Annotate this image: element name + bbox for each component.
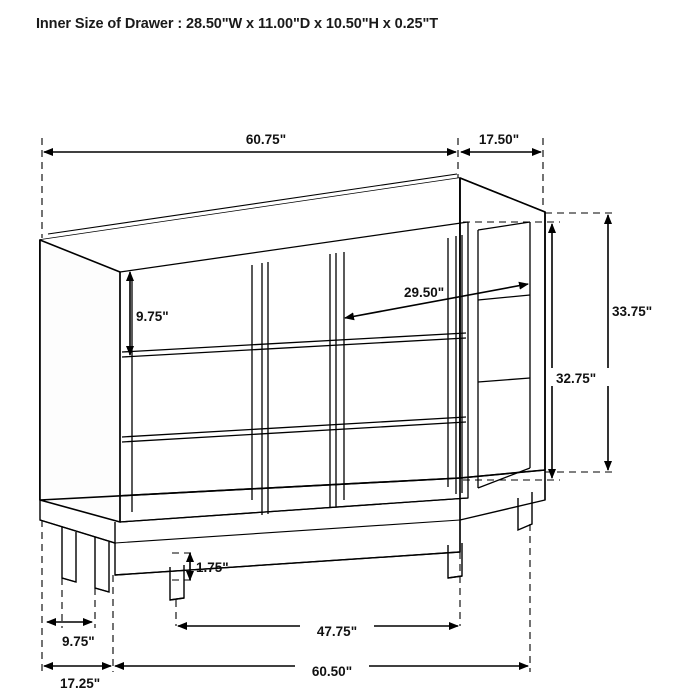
dim-label-top-width-front: 60.75"	[245, 132, 287, 147]
dim-label-top-width-side: 17.50"	[478, 132, 520, 147]
dim-label-base-width: 60.50"	[311, 664, 353, 679]
dim-label-base-depth: 17.25"	[60, 676, 101, 691]
dim-label-overall-height: 33.75"	[612, 304, 653, 319]
page-title: Inner Size of Drawer : 28.50"W x 11.00"D x 10.50"H x 0.25"T	[36, 16, 439, 32]
dim-label-leg-height: 1.75"	[196, 560, 229, 575]
dim-label-cabinet-height: 32.75"	[556, 371, 597, 386]
dim-label-drawer-height: 9.75"	[136, 309, 169, 324]
dim-label-leg-span: 47.75"	[316, 624, 358, 639]
dim-label-leg-inset: 9.75"	[62, 634, 95, 649]
dim-label-drawer-width: 29.50"	[404, 285, 445, 300]
